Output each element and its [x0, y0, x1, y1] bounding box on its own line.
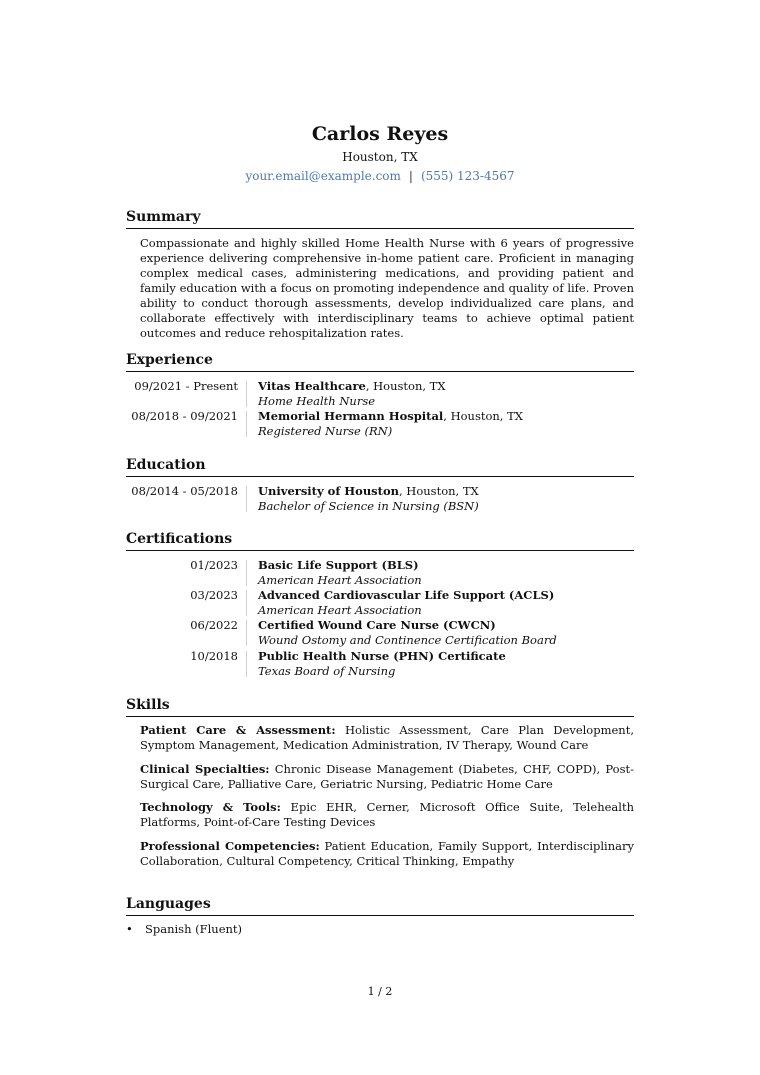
entry-body	[258, 588, 554, 618]
certification-name: Advanced Cardiovascular Life Support (ACLS)	[258, 588, 555, 602]
skill-list: Patient Education, Family Support, Interdisciplinary Collaboration, Cultural Competency, Critical Thinking, Empathy	[140, 839, 634, 868]
summary-text: Compassionate and highly skilled Home Health Nurse with 6 years of progressive experience delivering comprehensive in-home patient care. Proficient in managing complex medical cases, administering medications, and providing patient and family education with a focus on promoting independence and quality of life. Proven ability to conduct thorough assessments, develop individualized care plans, and collaborate effectively with interdisciplinary teams to achieve optimal patient outcomes and reduce rehospitalization rates.	[140, 236, 634, 340]
certification-name: Public Health Nurse (PHN) Certificate	[258, 649, 506, 663]
entry-organization: Vitas Healthcare	[258, 379, 366, 393]
entry-date: 09/2021 - Present	[134, 379, 238, 393]
certification-entry	[126, 588, 634, 618]
email-link[interactable]: your.email@example.com	[245, 169, 401, 183]
page-number: 1 / 2	[367, 985, 393, 998]
entry-degree: Bachelor of Science in Nursing (BSN)	[258, 499, 479, 513]
entry-divider	[246, 486, 247, 512]
entry-location: , Houston, TX	[443, 409, 523, 423]
section-title-languages: Languages	[126, 895, 634, 916]
entry-title: Registered Nurse (RN)	[258, 424, 393, 438]
entry-divider	[246, 620, 247, 646]
entry-date: 06/2022	[190, 618, 238, 632]
skill-list: Chronic Disease Management (Diabetes, CHF, COPD), Post-Surgical Care, Palliative Care, Geriatric Nursing, Pediatric Home Care	[140, 762, 634, 791]
section-title-skills: Skills	[126, 696, 634, 717]
entry-location: , Houston, TX	[399, 484, 479, 498]
language-text: Spanish (Fluent)	[145, 922, 243, 936]
section-title-experience: Experience	[126, 351, 634, 372]
phone-link[interactable]: (555) 123-4567	[420, 169, 515, 183]
section-title-education: Education	[126, 456, 634, 477]
entry-date: 03/2023	[190, 588, 238, 602]
entry-divider	[246, 411, 247, 437]
certification-issuer: Texas Board of Nursing	[258, 664, 396, 678]
resume-header	[0, 122, 760, 184]
certification-issuer: Wound Ostomy and Continence Certification Board	[258, 633, 557, 647]
skill-label: Professional Competencies:	[140, 839, 320, 853]
entry-organization: University of Houston	[258, 484, 399, 498]
entry-body	[258, 618, 557, 648]
certification-entry	[126, 618, 634, 648]
skill-list: Holistic Assessment, Care Plan Development, Symptom Management, Medication Administration, IV Therapy, Wound Care	[140, 723, 634, 752]
entry-divider	[246, 381, 247, 407]
candidate-location: Houston, TX	[342, 150, 418, 164]
education-entry	[126, 484, 634, 514]
certification-entry	[126, 649, 634, 679]
section-title-summary: Summary	[126, 208, 634, 229]
entry-body	[258, 379, 446, 409]
entry-title: Home Health Nurse	[258, 394, 376, 408]
contact-separator: |	[408, 169, 413, 183]
entry-body	[258, 409, 523, 439]
entry-divider	[246, 560, 247, 586]
bullet-icon: •	[126, 922, 133, 936]
certification-issuer: American Heart Association	[258, 603, 422, 617]
entry-divider	[246, 651, 247, 677]
entry-body	[258, 649, 506, 679]
skill-group	[140, 800, 634, 830]
candidate-name: Carlos Reyes	[311, 123, 449, 145]
section-title-certifications: Certifications	[126, 530, 634, 551]
certification-issuer: American Heart Association	[258, 573, 422, 587]
skill-label: Patient Care & Assessment:	[140, 723, 336, 737]
contact-line	[0, 168, 760, 184]
entry-date: 08/2018 - 09/2021	[131, 409, 238, 423]
entry-date: 10/2018	[190, 649, 238, 663]
certification-name: Certified Wound Care Nurse (CWCN)	[258, 618, 496, 632]
skill-group	[140, 762, 634, 792]
entry-divider	[246, 590, 247, 616]
language-item	[126, 922, 242, 937]
certification-name: Basic Life Support (BLS)	[258, 558, 419, 572]
skill-group	[140, 839, 634, 869]
entry-date: 01/2023	[190, 558, 238, 572]
entry-location: , Houston, TX	[365, 379, 446, 393]
skill-list: Epic EHR, Cerner, Microsoft Office Suite, Telehealth Platforms, Point-of-Care Testing Devices	[140, 800, 634, 829]
experience-entry	[126, 379, 634, 409]
entry-body	[258, 484, 479, 514]
skill-label: Technology & Tools:	[140, 800, 281, 814]
entry-body	[258, 558, 422, 588]
entry-date: 08/2014 - 05/2018	[131, 484, 238, 498]
entry-organization: Memorial Hermann Hospital	[258, 409, 444, 423]
certification-entry	[126, 558, 634, 588]
skill-label: Clinical Specialties:	[140, 762, 270, 776]
experience-entry	[126, 409, 634, 439]
skill-group	[140, 723, 634, 753]
